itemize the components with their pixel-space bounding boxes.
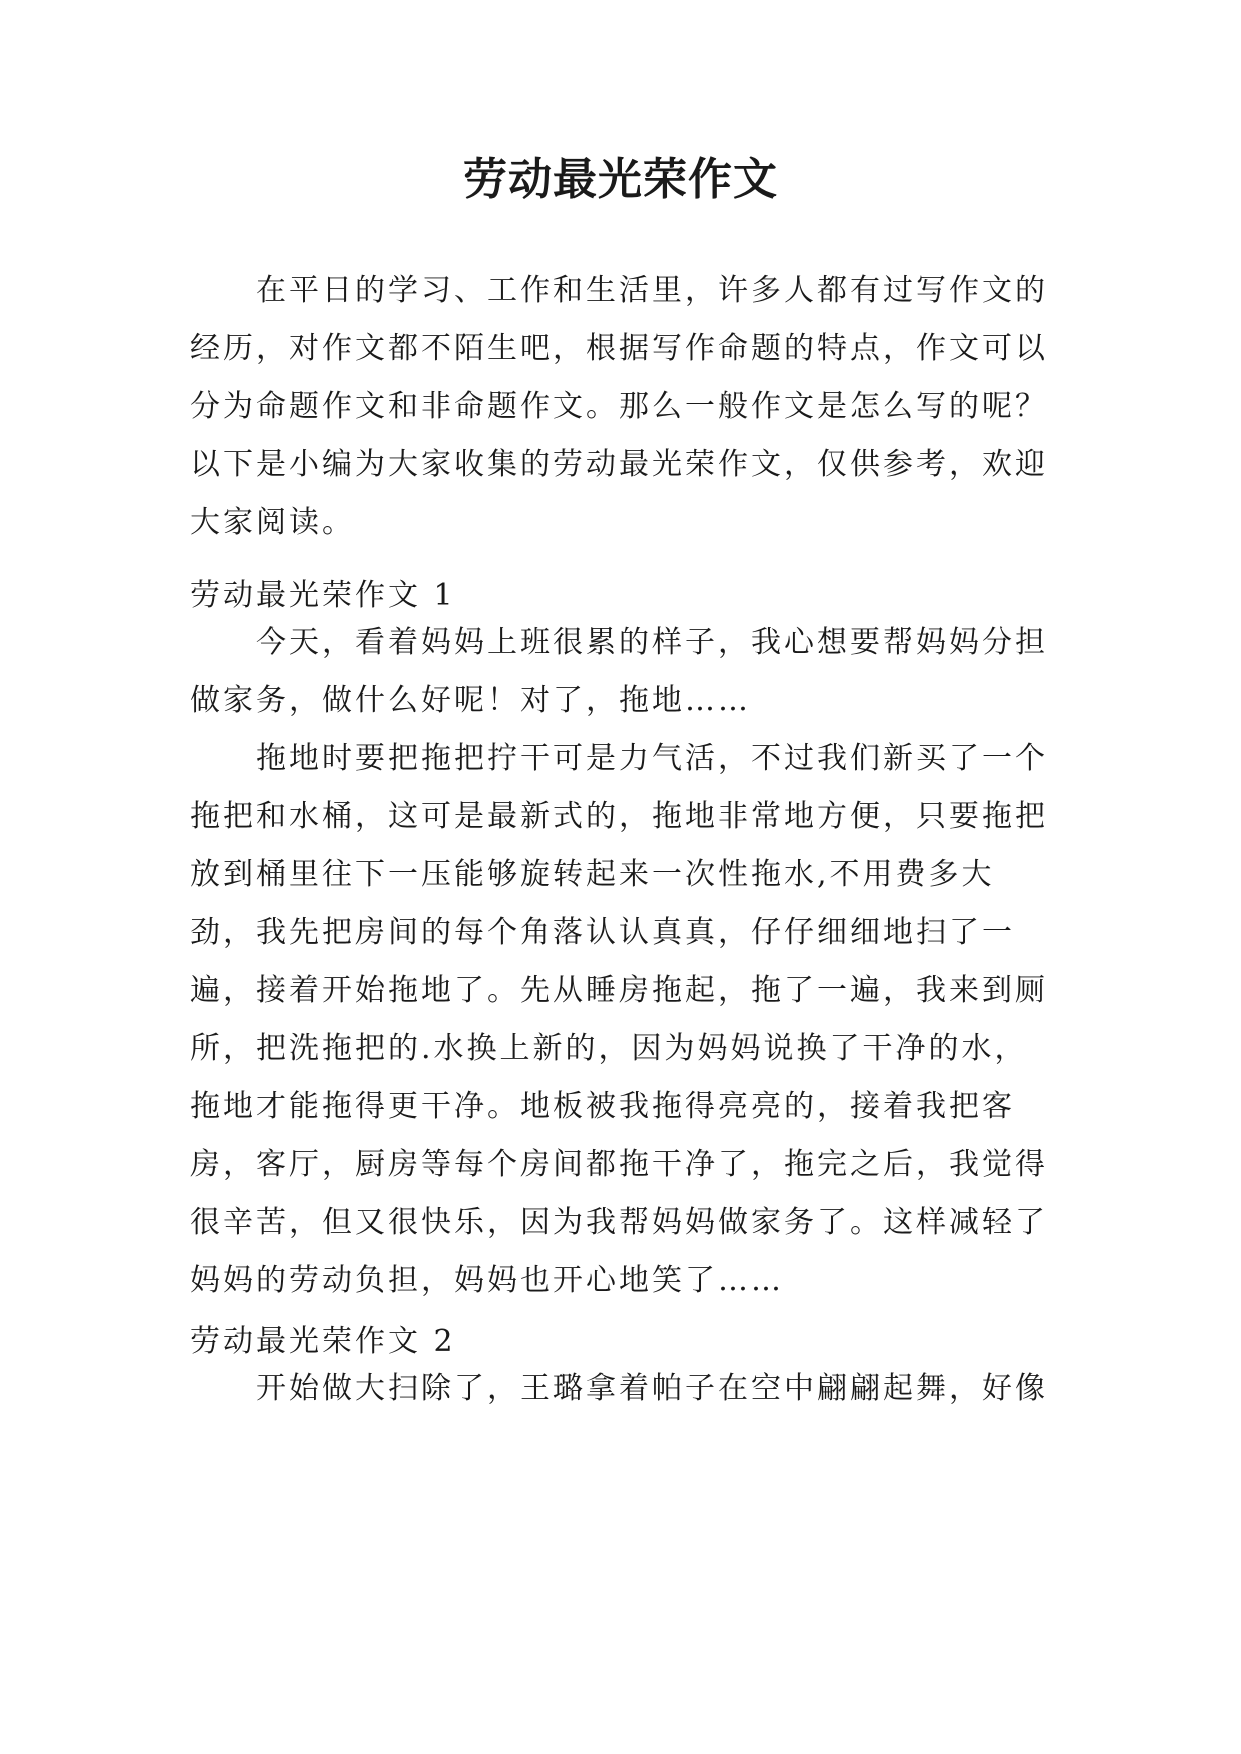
section-2-heading: 劳动最光荣作文 2 [190, 1324, 456, 1359]
section-1-paragraph-1: 今天，看着妈妈上班很累的样子，我心想要帮妈妈分担做家务，做什么好呢！对了，拖地…… [190, 625, 1048, 718]
section-1-heading: 劳动最光荣作文 1 [190, 578, 456, 613]
intro-paragraph: 在平日的学习、工作和生活里，许多人都有过写作文的经历，对作文都不陌生吧，根据写作命题的特点，作文可以分为命题作文和非命题作文。那么一般作文是怎么写的呢？以下是小编为大家收集的劳动最光荣作文，仅供参考，欢迎大家阅读。 [190, 273, 1048, 540]
section-1-paragraph-2: 拖地时要把拖把拧干可是力气活，不过我们新买了一个拖把和水桶，这可是最新式的，拖地非常地方便，只要拖把放到桶里往下一压能够旋转起来一次性拖水,不用费多大劲，我先把房间的每个角落认认真真，仔仔细细地扫了一遍，接着开始拖地了。先从睡房拖起，拖了一遍，我来到厕所，把洗拖把的.水换上新的，因为妈妈说换了干净的水，拖地才能拖得更干净。地板被我拖得亮亮的，接着我把客房，客厅，厨房等每个房间都拖干净了，拖完之后，我觉得很辛苦，但又很快乐，因为我帮妈妈做家务了。这样减轻了妈妈的劳动负担，妈妈也开心地笑了…… [190, 741, 1048, 1298]
document-title: 劳动最光荣作文 [463, 154, 778, 205]
section-2-paragraph-1: 开始做大扫除了，王璐拿着帕子在空中翩翩起舞，好像 [256, 1371, 1048, 1406]
